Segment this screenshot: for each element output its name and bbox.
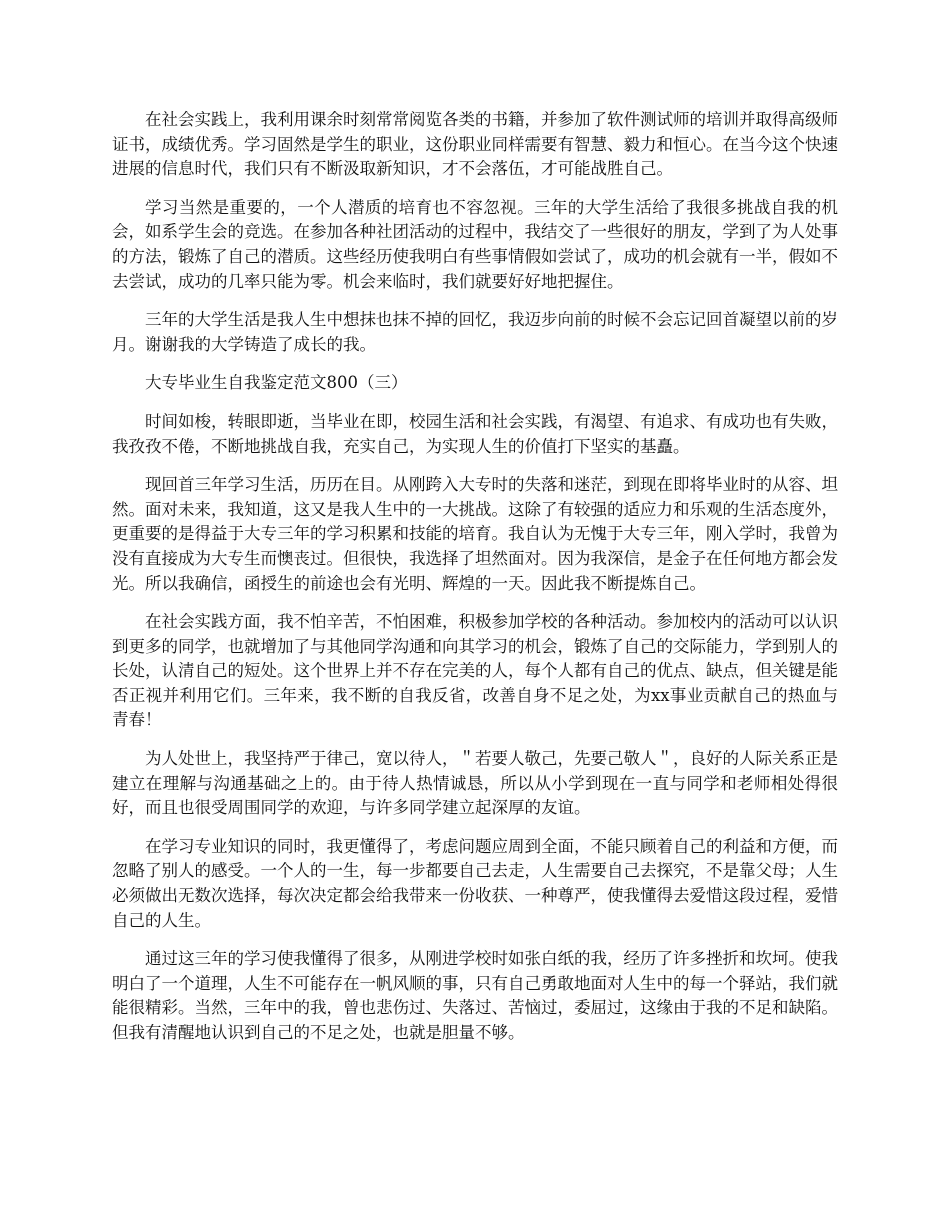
document-body [112, 108, 838, 1060]
section-heading: 大专毕业生自我鉴定范文800（三） [145, 373, 408, 393]
paragraph-professional-knowledge: 在学习专业知识的同时，我更懂得了，考虑问题应周到全面，不能只顾着自己的利益和方便，而忽略了别人的感受。一个人的一生，每一步都要自己去走，人生需要自己去探究，不是靠父母；人生必须做出无数次选择，每次决定都会给我带来一份收获、一种尊严，使我懂得去爱惜这段过程，爱惜自己的人生。 [112, 836, 838, 930]
paragraph-potential-cultivation: 学习当然是重要的，一个人潜质的培育也不容忽视。三年的大学生活给了我很多挑战自我的机会，如系学生会的竞选。在参加各种社团活动的过程中，我结交了一些很好的朋友，学到了为人处事的方法，锻炼了自己的潜质。这些经历使我明白有些事情假如尝试了，成功的机会就有一半，假如不去尝试，成功的几率只能为零。机会来临时，我们就要好好地把握住。 [112, 197, 838, 291]
paragraph-three-years-learning: 通过这三年的学习使我懂得了很多，从刚进学校时如张白纸的我，经历了许多挫折和坎坷。使我明白了一个道理，人生不可能存在一帆风顺的事，只有自己勇敢地面对人生中的每一个驿站，我们就能很精彩。当然，三年中的我，曾也悲伤过、失落过、苦恼过，委屈过，这缘由于我的不足和缺陷。但我有清醒地认识到自己的不足之处，也就是胆量不够。 [112, 949, 838, 1042]
paragraph-interpersonal: 为人处世上，我坚持严于律己，宽以待人，＂若要人敬己，先要己敬人＂，良好的人际关系正是建立在理解与沟通基础之上的。由于待人热情诚恳，所以从小学到现在一直与同学和老师相处得很好，而且也很受周围同学的欢迎，与许多同学建立起深厚的友谊。 [112, 749, 838, 818]
paragraph-looking-back: 现回首三年学习生活，历历在目。从刚跨入大专时的失落和迷茫，到现在即将毕业时的从容、坦然。面对未来，我知道，这又是我人生中的一大挑战。这除了有较强的适应力和乐观的生活态度外，更重要的是得益于大专三年的学习积累和技能的培育。我自认为无愧于大专三年，刚入学时，我曾为没有直接成为大专生而懊丧过。但很快，我选择了坦然面对。因为我深信，是金子在任何地方都会发光。所以我确信，函授生的前途也会有光明、辉煌的一天。因此我不断提炼自己。 [112, 475, 838, 593]
paragraph-time-flies: 时间如梭，转眼即逝，当毕业在即，校园生活和社会实践，有渴望、有追求、有成功也有失败，我孜孜不倦，不断地挑战自我，充实自己，为实现人生的价值打下坚实的基矗。 [112, 411, 838, 456]
paragraph-social-practice-activities: 在社会实践方面，我不怕辛苦，不怕困难，积极参加学校的各种活动。参加校内的活动可以认识到更多的同学，也就增加了与其他同学沟通和向其学习的机会，锻炼了自己的交际能力，学到别人的长处，认清自己的短处。这个世界上并不存在完美的人，每个人都有自己的优点、缺点，但关键是能否正视并利用它们。三年来，我不断的自我反省，改善自身不足之处，为xx事业贡献自己的热血与青春！ [112, 612, 838, 730]
paragraph-university-memories: 三年的大学生活是我人生中想抹也抹不掉的回忆，我迈步向前的时候不会忘记回首凝望以前的岁月。谢谢我的大学铸造了成长的我。 [112, 310, 838, 354]
paragraph-social-practice-reading: 在社会实践上，我利用课余时刻常常阅览各类的书籍，并参加了软件测试师的培训并取得高级师证书，成绩优秀。学习固然是学生的职业，这份职业同样需要有智慧、毅力和恒心。在当今这个快速进展的信息时代，我们只有不断汲取新知识，才不会落伍，才可能战胜自己。 [112, 110, 838, 179]
